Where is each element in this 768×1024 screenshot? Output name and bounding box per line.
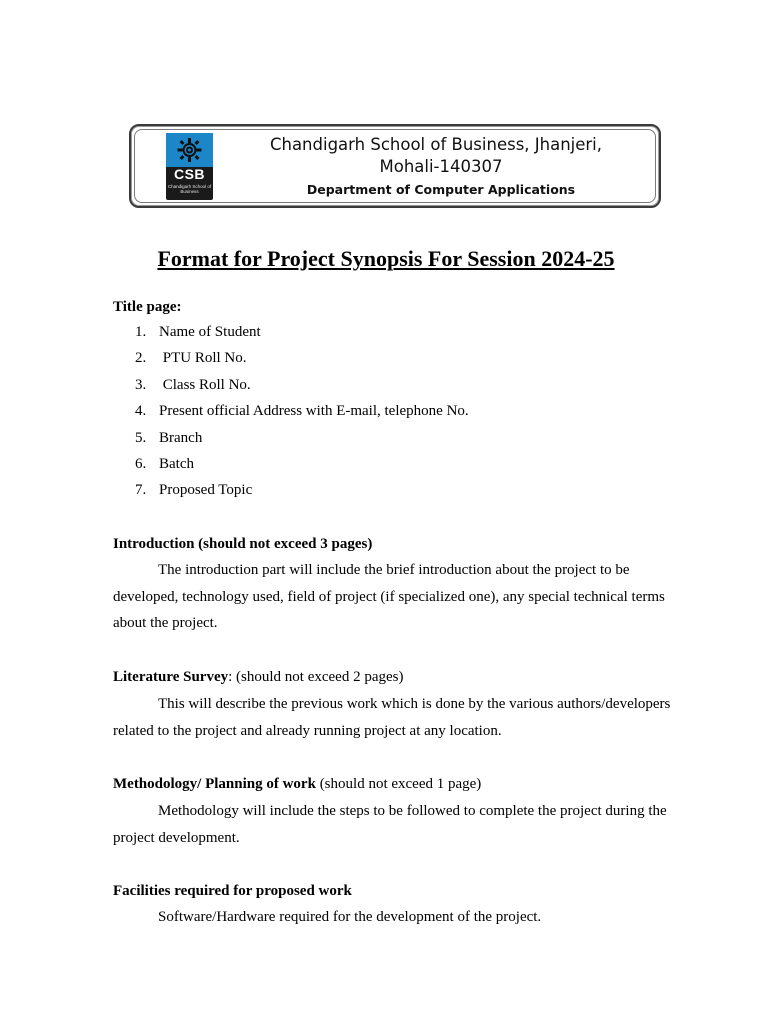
list-text: PTU Roll No. [159,350,247,367]
institution-location: Mohali-140307 [379,157,503,176]
title-page-list [135,319,469,504]
facilities-body: Software/Hardware required for the development of the project. [158,909,542,925]
banner-text [231,134,641,199]
list-text: Batch [159,455,194,472]
list-text: Branch [159,429,203,446]
literature-heading-line [113,664,673,691]
list-item [135,451,469,477]
introduction-heading: Introduction (should not exceed 3 pages) [113,536,373,552]
logo-text: CSB [173,166,206,182]
title-page-heading: Title page: [113,299,182,315]
institution-banner [129,124,661,208]
logo-subtext: Chandigarh School of Business [167,184,212,194]
list-text: Name of Student [159,324,261,340]
methodology-heading: Methodology/ Planning of work [113,776,316,792]
list-number: 5. [135,429,147,446]
methodology-heading-note: (should not exceed 1 page) [315,776,482,792]
list-item [135,345,469,371]
list-text: Present official Address with E-mail, telephone No. [159,403,469,420]
list-item [135,477,469,503]
facilities-heading: Facilities required for proposed work [113,883,352,899]
institution-name: Chandigarh School of Business, Jhanjeri, [269,135,603,154]
list-number: 6. [135,455,147,472]
list-number: 7. [135,482,147,499]
gear-icon [174,136,205,164]
list-text: Proposed Topic [159,482,253,499]
list-item [135,425,469,451]
list-item [135,372,469,398]
list-number: 2. [135,350,147,367]
methodology-heading-line [113,771,673,798]
list-number: 3. [135,376,147,393]
literature-body: This will describe the previous work which is done by the various authors/developers related to the project and already running project at any location. [113,696,671,739]
introduction-body: The introduction part will include the brief introduction about the project to be developed, technology used, field of project (if specialized one), any special technical terms about the project. [113,562,665,632]
department-name: Department of Computer Applications [306,182,576,197]
document-title: Format for Project Synopsis For Session 2024-25 [157,246,615,271]
list-text: Class Roll No. [159,376,251,393]
list-item [135,319,469,345]
literature-heading-note: : (should not exceed 2 pages) [228,669,404,685]
list-number: 1. [135,324,147,340]
logo-emblem-background [166,133,213,167]
list-number: 4. [135,403,147,420]
list-item [135,398,469,424]
literature-heading: Literature Survey [113,669,229,685]
methodology-body: Methodology will include the steps to be followed to complete the project during the project development. [113,803,667,846]
csb-logo [166,133,213,200]
